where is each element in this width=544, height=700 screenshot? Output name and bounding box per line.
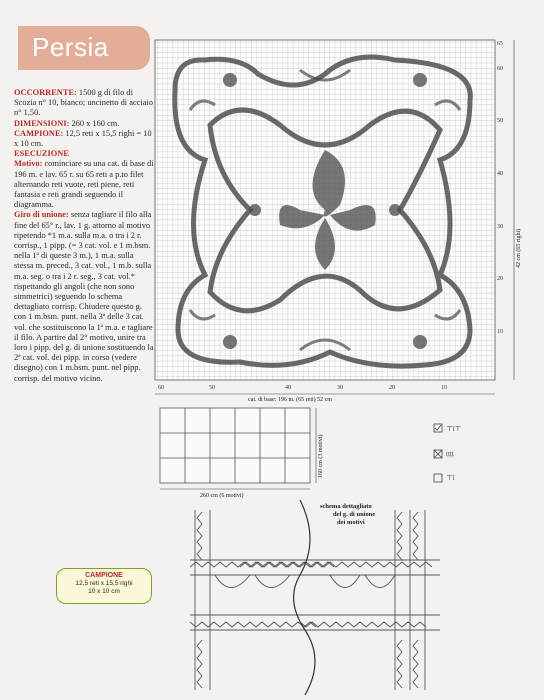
y-tick-label: 65 [497,41,503,47]
filet-chart [155,40,495,380]
x-tick-label: 60 [158,385,164,391]
x-tick-label: 20 [389,385,395,391]
y-tick-label: 60 [497,66,503,72]
legend-symbol: ⊤ǐ⊤ [446,425,462,433]
motif-text: cominciare su una cat. di base di 196 m. e lav. 65 r. su 65 reti a p.to filet alternando reti vuote, reti piene, reti fantasia e reti grandi seguendo il diagramma. [14,159,154,210]
x-tick-label: 50 [209,385,215,391]
execution-header: ESECUZIONE [14,149,69,159]
x-tick-label: 10 [441,385,447,391]
x-tick-label: 30 [337,385,343,391]
x-tick-label: 40 [285,385,291,391]
legend-symbol: ṭṭṭṭ [446,450,454,458]
y-tick-label: 30 [497,224,503,230]
x-axis-caption: cat. di base: 196 m. (65 reti) 52 cm [248,397,332,403]
legend [434,424,461,482]
y-axis-caption: 42 cm (65 righi) [516,228,522,268]
layout-plan [160,408,310,483]
cross-mark-icon [434,450,442,458]
layout-width-caption: 260 cm (6 motivi) [200,493,244,499]
gauge-badge-line1: 12,5 reti x 15,5 righi [75,580,133,587]
detail-schema-caption: schema dettagliato del g. di unione dei motivi [320,503,376,526]
y-tick-label: 50 [497,118,503,124]
dimensions-label: DIMENSIONI: [14,118,70,128]
joining-text: senza tagliare il filo alla fine del 65° r., lav. 1 g. attorno al motivo ripetendo *1 m.a. sulla m.a. o tra i 2 r. corrisp., 1 pipp. (= 3 cat. vol. e 1 m.bsm. nella 1ª di queste 3 m.), 1 m.a. sulla stessa m. preced., 3 cat. vol., 1 m.b. sulla m.a. seg. o tra i 2 r. seg., 3 cat. vol.* rispettando gli angoli (che non sono simmetrici) seguendo lo schema dettagliato corrisp. Chiudere questo g. con 1 m.bsm. punt. nella 3ª delle 3 cat. vol. che sostituiscono la 1ª m.a. e tagliare il filo. A partire dal 2° motivo, unire tra loro i pipp. del g. di unione sostituendo la 2ª cat. vol. dei pipp. in corso (vedere disegno) con 1 m.bsm. punt. nel pipp. corrisp. del motivo vicino. [14,210,154,383]
materials-label: OCCORRENTE: [14,88,77,97]
materials-text: 1500 g di filo di Scozia n° 10, bianco; uncinetto di acciaio n° 1,50. [14,88,153,118]
layout-height-caption: 160 cm (3 motivi) [318,434,324,478]
gauge-label: CAMPIONE: [14,128,64,138]
page-title: Persia [32,32,109,62]
y-tick-label: 10 [497,329,503,335]
square-blank-icon [434,474,442,482]
motif-label: Motivo: [14,159,43,169]
y-tick-label: 20 [497,276,503,282]
gauge-badge-title: CAMPIONE [85,572,123,579]
legend-symbol: ⊤ǐ [446,474,455,482]
gauge-badge-line2: 10 x 10 cm [88,588,120,595]
y-tick-label: 40 [497,171,503,177]
dimensions-text: 260 x 160 cm. [71,118,120,128]
joining-detail-drawing [190,500,440,695]
check-mark-icon [435,425,441,430]
joining-label: Giro di unione: [14,210,69,220]
gauge-text: 12,5 reti x 15,5 righi = 10 x 10 cm. [14,128,152,149]
